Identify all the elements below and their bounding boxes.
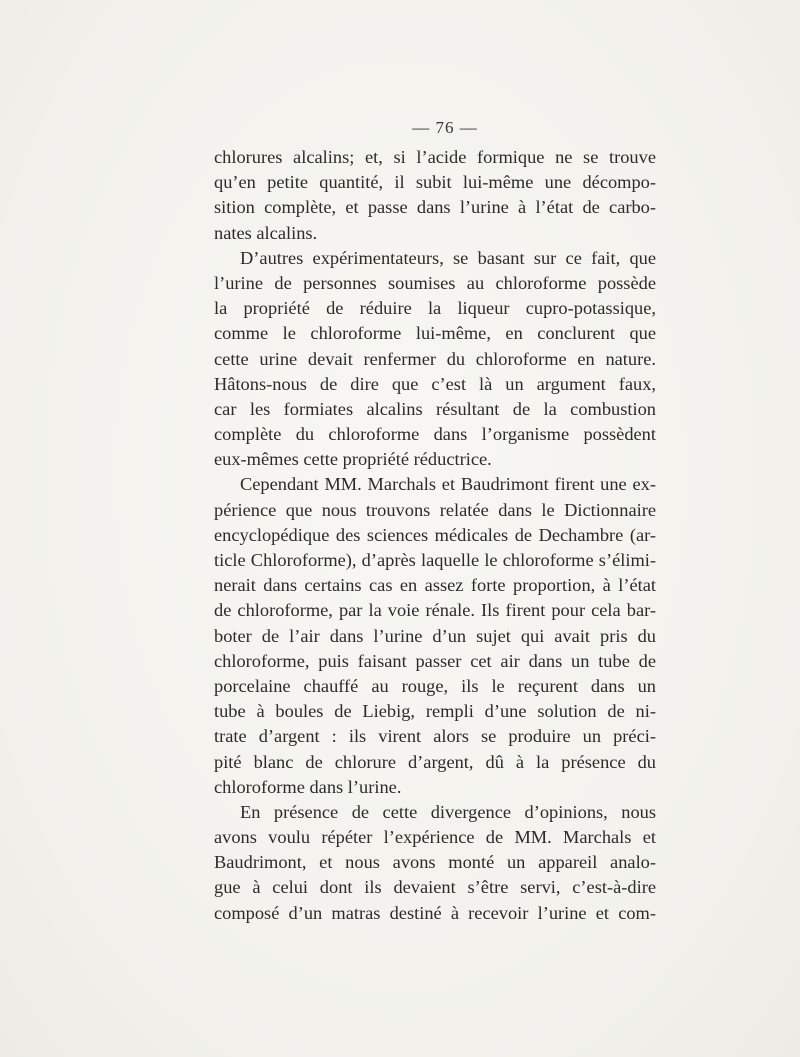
- text-line: chloroforme, puis faisant passer cet air dans un tube de: [214, 650, 656, 671]
- paragraph: [214, 246, 656, 473]
- text-line: sition complète, et passe dans l’urine à l’état de carbo-: [214, 197, 656, 218]
- text-line: comme le chloroforme lui-même, en conclurent que: [214, 323, 656, 344]
- text-line: périence que nous trouvons relatée dans le Dictionnaire: [214, 499, 656, 520]
- text-line: qu’en petite quantité, il subit lui-même une décompo-: [214, 172, 656, 193]
- text-line: l’urine de personnes soumises au chloroforme possède: [214, 272, 656, 293]
- text-line: ticle Chloroforme), d’après laquelle le chloroforme s’élimi-: [214, 550, 656, 570]
- text-line: nerait dans certains cas en assez forte proportion, à l’état: [214, 575, 656, 596]
- text-line: chlorures alcalins; et, si l’acide formique ne se trouve: [214, 147, 656, 167]
- text-line: Hâtons-nous de dire que c’est là un argument faux,: [214, 373, 656, 394]
- text-line: nates alcalins.: [214, 222, 318, 243]
- text-line: car les formiates alcalins résultant de la combustion: [214, 398, 656, 419]
- text-line: complète du chloroforme dans l’organisme possèdent: [214, 424, 656, 445]
- text-line: Cependant MM. Marchals et Baudrimont firent une ex-: [240, 474, 656, 495]
- text-line: tube à boules de Liebig, rempli d’une solution de ni-: [214, 701, 656, 722]
- text-line: En présence de cette divergence d’opinions, nous: [240, 801, 656, 822]
- text-line: cette urine devait renfermer du chloroforme en nature.: [214, 348, 656, 369]
- text-line: Baudrimont, et nous avons monté un appareil analo-: [214, 852, 656, 873]
- text-line: la propriété de réduire la liqueur cupro-potassique,: [214, 298, 656, 319]
- text-line: porcelaine chauffé au rouge, ils le reçurent dans un: [214, 675, 656, 696]
- text-line: avons voulu répéter l’expérience de MM. Marchals et: [214, 827, 656, 848]
- text-line: trate d’argent : ils virent alors se produire un préci-: [214, 726, 656, 747]
- text-line: chloroforme dans l’urine.: [214, 776, 402, 797]
- text-line: pité blanc de chlorure d’argent, dû à la présence du: [214, 751, 656, 772]
- text-line: de chloroforme, par la voie rénale. Ils firent pour cela bar-: [214, 600, 656, 621]
- paragraph: [214, 145, 656, 246]
- text-line: gue à celui dont ils devaient s’être servi, c’est-à-dire: [214, 877, 656, 898]
- page-number: — 76 —: [412, 118, 478, 137]
- text-line: composé d’un matras destiné à recevoir l’urine et com-: [214, 902, 656, 923]
- text-line: boter de l’air dans l’urine d’un sujet qui avait pris du: [214, 625, 656, 646]
- paragraph: [214, 472, 656, 799]
- paragraph: [214, 800, 656, 926]
- body-text: [214, 145, 656, 926]
- text-line: encyclopédique des sciences médicales de Dechambre (ar-: [214, 524, 656, 545]
- text-line: eux-mêmes cette propriété réductrice.: [214, 449, 492, 470]
- text-line: D’autres expérimentateurs, se basant sur ce fait, que: [240, 247, 656, 268]
